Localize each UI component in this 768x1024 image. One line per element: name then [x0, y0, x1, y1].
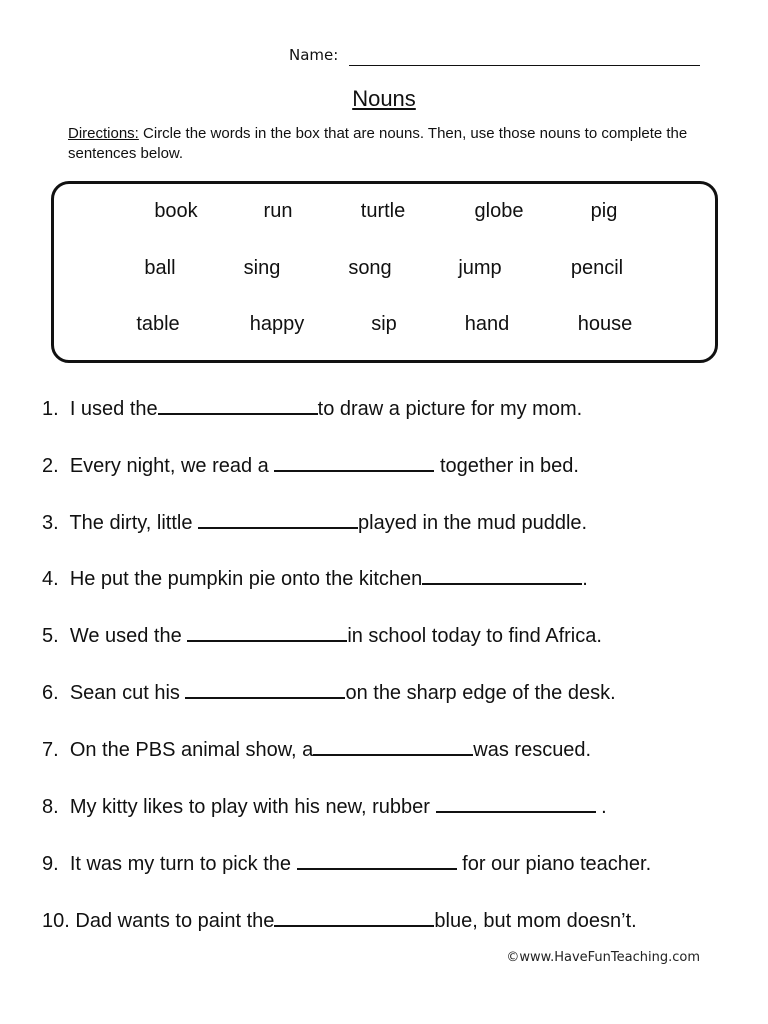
- sentence-text-after: was rescued.: [473, 739, 592, 761]
- sentence-text-after: .: [601, 796, 607, 818]
- answer-blank[interactable]: [297, 850, 457, 870]
- name-blank-line[interactable]: [349, 65, 700, 66]
- answer-blank[interactable]: [185, 679, 345, 699]
- sentence-text-after: played in the mud puddle.: [358, 512, 588, 534]
- sentence-text-after: together in bed.: [439, 455, 579, 477]
- sentence-text-before: He put the pumpkin pie onto the kitchen: [69, 568, 423, 590]
- sentence-number: 8.: [42, 796, 59, 818]
- word-run[interactable]: run: [263, 200, 293, 222]
- sentence-number: 7.: [42, 739, 59, 761]
- directions-text: Circle the words in the box that are nouns. Then, use those nouns to complete the sentences below.: [68, 125, 688, 162]
- answer-blank[interactable]: [274, 907, 434, 927]
- sentence-7: [42, 736, 732, 766]
- word-pig[interactable]: pig: [590, 200, 618, 222]
- answer-blank[interactable]: [187, 622, 347, 642]
- sentence-text-before: Every night, we read a: [69, 455, 269, 477]
- sentence-text-before: We used the: [69, 625, 182, 647]
- sentence-2: [42, 452, 732, 482]
- sentence-text-after: on the sharp edge of the desk.: [345, 682, 616, 704]
- word-book[interactable]: book: [154, 200, 198, 222]
- sentence-number: 9.: [42, 853, 59, 875]
- word-jump[interactable]: jump: [458, 257, 502, 279]
- answer-blank[interactable]: [158, 395, 318, 415]
- sentence-text-after: to draw a picture for my mom.: [317, 398, 583, 420]
- sentence-text-before: Dad wants to paint the: [75, 910, 275, 932]
- answer-blank[interactable]: [274, 452, 434, 472]
- answer-blank[interactable]: [198, 509, 358, 529]
- sentence-10: [42, 907, 732, 937]
- word-globe[interactable]: globe: [474, 200, 524, 222]
- sentence-text-before: On the PBS animal show, a: [69, 739, 314, 761]
- sentence-1: [42, 395, 732, 425]
- word-house[interactable]: house: [577, 313, 633, 335]
- sentence-number: 1.: [42, 398, 59, 420]
- word-turtle[interactable]: turtle: [360, 200, 406, 222]
- sentence-text-after: in school today to find Africa.: [347, 625, 602, 647]
- directions: [68, 124, 718, 164]
- word-sing[interactable]: sing: [243, 257, 281, 279]
- name-label: Name:: [289, 46, 339, 64]
- answer-blank[interactable]: [313, 736, 473, 756]
- sentence-text-after: for our piano teacher.: [462, 853, 652, 875]
- sentence-number: 2.: [42, 455, 59, 477]
- sentence-number: 4.: [42, 568, 59, 590]
- word-pencil[interactable]: pencil: [570, 257, 624, 279]
- name-field[interactable]: [289, 46, 709, 70]
- answer-blank[interactable]: [422, 565, 582, 585]
- sentence-text-before: My kitty likes to play with his new, rubber: [69, 796, 430, 818]
- word-happy[interactable]: happy: [249, 313, 305, 335]
- sentence-number: 6.: [42, 682, 59, 704]
- word-hand[interactable]: hand: [464, 313, 510, 335]
- sentence-text-before: The dirty, little: [69, 512, 193, 534]
- sentence-text-before: It was my turn to pick the: [69, 853, 292, 875]
- directions-label: Directions:: [68, 125, 139, 142]
- sentence-9: [42, 850, 732, 880]
- copyright-footer: ©www.HaveFunTeaching.com: [506, 950, 700, 965]
- word-sip[interactable]: sip: [371, 313, 397, 335]
- word-ball[interactable]: ball: [144, 257, 176, 279]
- sentence-5: [42, 622, 732, 652]
- sentence-6: [42, 679, 732, 709]
- sentence-number: 5.: [42, 625, 59, 647]
- sentence-8: [42, 793, 732, 823]
- sentence-number: 10.: [42, 910, 70, 932]
- sentence-text-after: .: [582, 568, 588, 590]
- sentence-number: 3.: [42, 512, 59, 534]
- sentence-text-before: Sean cut his: [69, 682, 180, 704]
- sentence-3: [42, 509, 732, 539]
- sentence-text-after: blue, but mom doesn’t.: [434, 910, 637, 932]
- sentence-4: [42, 565, 732, 595]
- page-title: Nouns: [352, 86, 416, 111]
- word-table[interactable]: table: [136, 313, 180, 335]
- word-song[interactable]: song: [348, 257, 392, 279]
- word-box: [51, 181, 718, 363]
- sentence-text-before: I used the: [69, 398, 158, 420]
- answer-blank[interactable]: [436, 793, 596, 813]
